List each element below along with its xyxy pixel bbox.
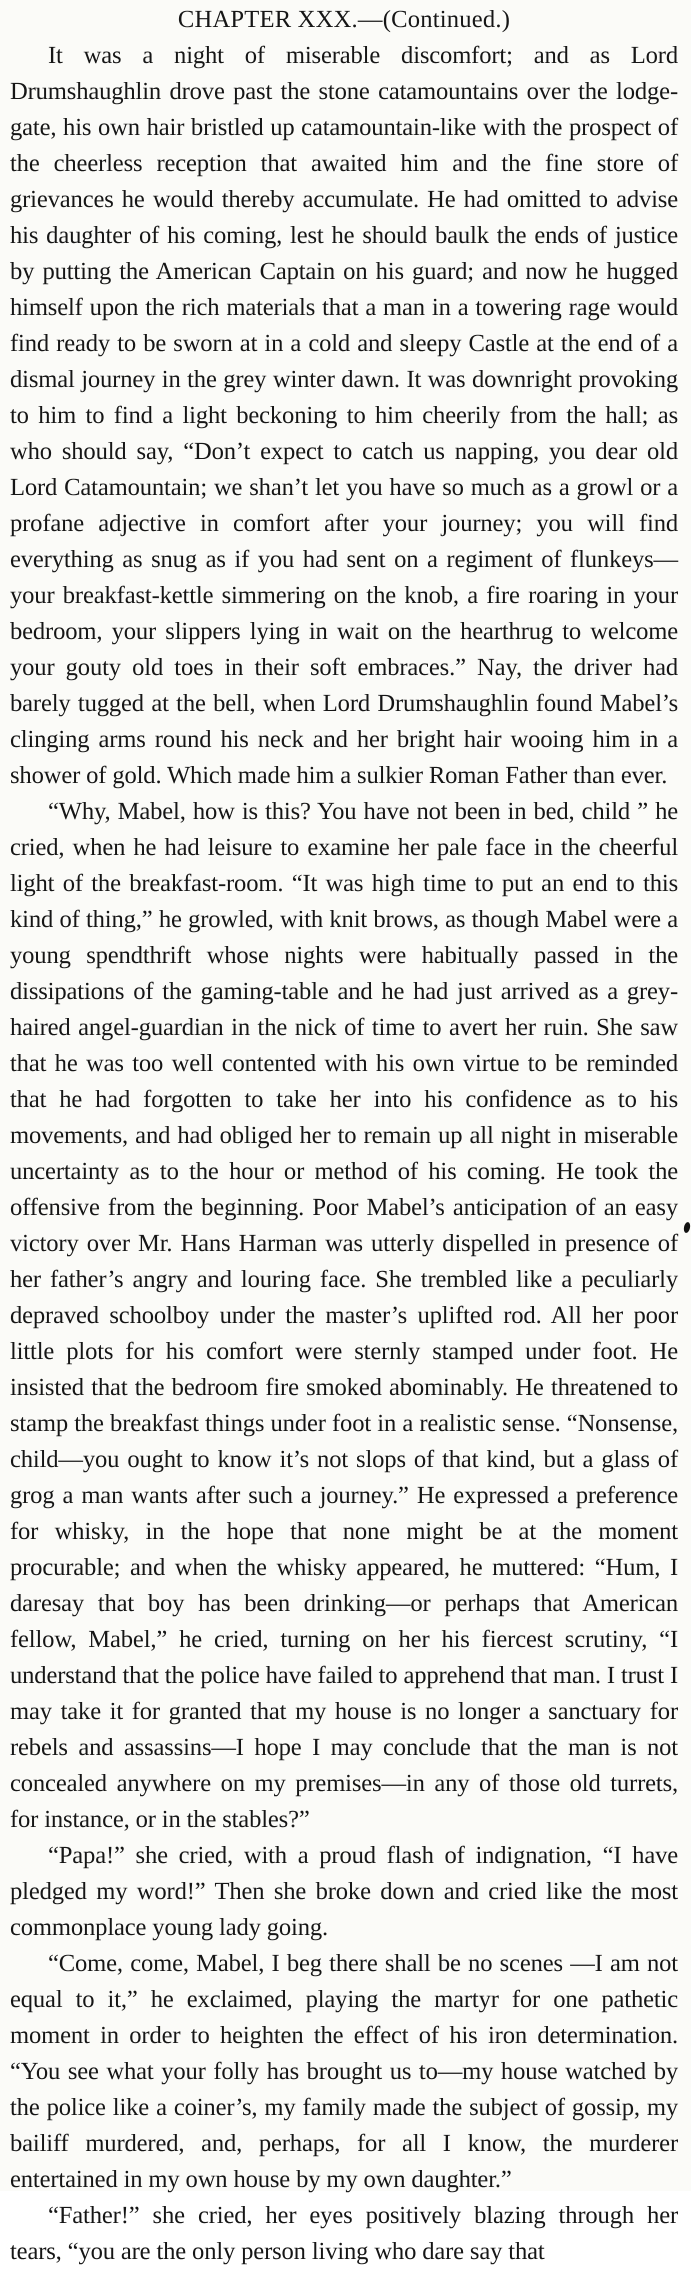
paragraph-2: “Why, Mabel, how is this? You have not been in bed, child ” he cried, when he had leisure to examine her pale face in the cheerful light of the breakfast-room. “It was high time to put an end to this kind of thing,” he growled, with knit brows, as though Mabel were a young spendthrift whose nights were habitually passed in the dissipations of the gaming-table and he had just arrived as a grey-haired angel-guardian in the nick of time to avert her ruin. She saw that he was too well contented with his own virtue to be reminded that he had forgotten to take her into his confidence as to his movements, and had obliged her to remain up all night in miserable uncertainty as to the hour or method of his coming. He took the offensive from the beginning. Poor Mabel’s anticipation of an easy victory over Mr. Hans Harman was utterly dispelled in presence of her father’s angry and louring face. She trembled like a peculiarly depraved schoolboy under the master’s uplifted rod. All her poor little plots for his comfort were sternly stamped under foot. He insisted that the bedroom fire smoked abominably. He threatened to stamp the breakfast things under foot in a realistic sense. “Nonsense, child—you ought to know it’s not slops of that kind, but a glass of grog a man wants after such a journey.” He expressed a preference for whisky, in the hope that none might be at the moment procurable; and when the whisky appeared, he muttered: “Hum, I daresay that boy has been drinking—or perhaps that American fellow, Mabel,” he cried, turning on her his fiercest scrutiny, “I understand that the police have failed to apprehend that man. I trust I may take it for granted that my house is no longer a sanctuary for rebels and assassins—I hope I may conclude that the man is not concealed anywhere on my premises—in any of those old turrets, for instance, or in the stables?” <box>10 798 678 1833</box>
ink-speck <box>683 1221 691 1233</box>
paragraph-5: “Father!” she cried, her eyes positively blazing through her tears, “you are the only person living who dare say that <box>10 2202 678 2265</box>
paragraph-1: It was a night of miserable discomfort; and as Lord Drumshaughlin drove past the stone catamountains over the lodge-gate, his own hair bristled up catamountain-like with the prospect of the cheerless reception that awaited him and the fine store of grievances he would thereby accumulate. He had omitted to advise his daughter of his coming, lest he should baulk the ends of justice by putting the American Captain on his guard; and now he hugged himself upon the rich materials that a man in a towering rage would find ready to be sworn at in a cold and sleepy Castle at the end of a dismal journey in the grey winter dawn. It was downright provoking to him to find a light beckoning to him cheerily from the hall; as who should say, “Don’t expect to catch us napping, you dear old Lord Catamountain; we shan’t let you have so much as a growl or a profane adjective in comfort after your journey; you will find everything as snug as if you had sent on a regiment of flunkeys—your breakfast-kettle simmering on the knob, a fire roaring in your bedroom, your slippers lying in wait on the hearthrug to welcome your gouty old toes in their soft embraces.” Nay, the driver had barely tugged at the bell, when Lord Drumshaughlin found Mabel’s clinging arms round his neck and her bright hair wooing him in a shower of gold. Which made him a sulkier Roman Father than ever. <box>10 42 678 789</box>
paragraph-3: “Papa!” she cried, with a proud flash of indignation, “I have pledged my word!” Then she broke down and cried like the most commonplace young lady going. <box>10 1842 678 1941</box>
chapter-heading: CHAPTER XXX.—(Continued.) <box>177 6 511 33</box>
article-column <box>10 2 678 2270</box>
paragraph-4: “Come, come, Mabel, I beg there shall be no scenes —I am not equal to it,” he exclaimed, playing the martyr for one pathetic moment in order to heighten the effect of his iron determination. “You see what your folly has brought us to—my house watched by the police like a coiner’s, my family made the subject of gossip, my bailiff murdered, and, perhaps, for all I know, the murderer entertained in my own house by my own daughter.” <box>10 1950 678 2193</box>
